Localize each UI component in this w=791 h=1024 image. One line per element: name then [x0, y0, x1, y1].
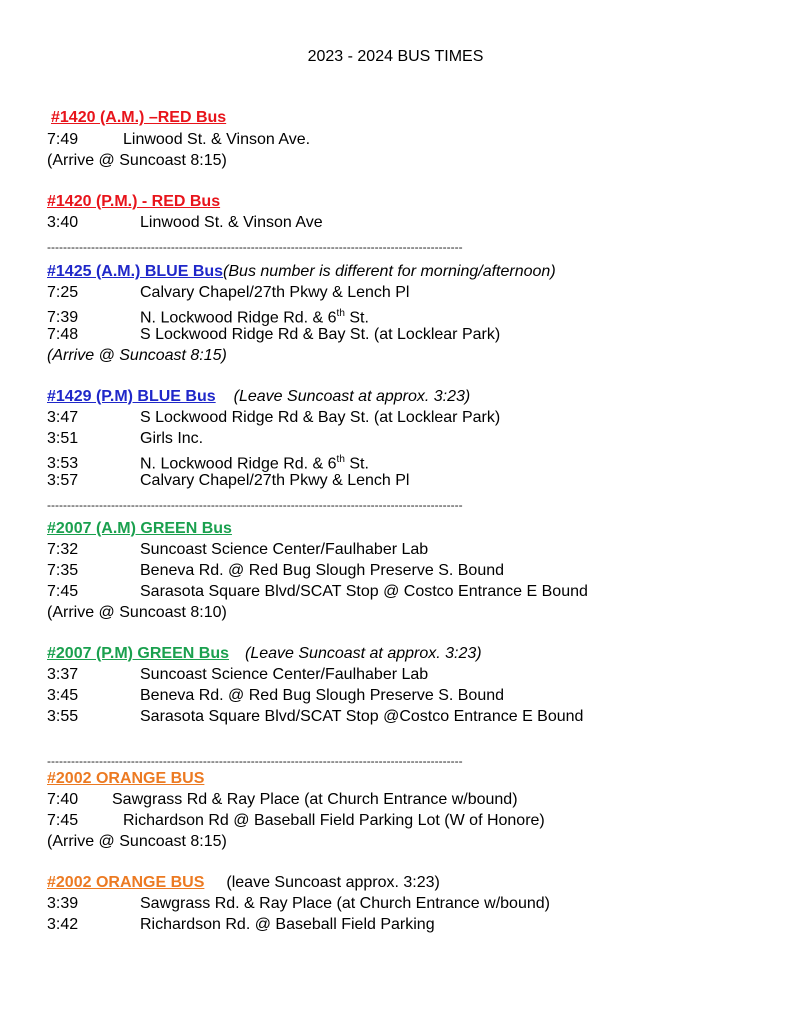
stop-place: Linwood St. & Vinson Ave [140, 214, 323, 231]
green-am-stop-2 [47, 561, 504, 581]
green-pm-note: (Leave Suncoast at approx. 3:23) [245, 645, 482, 662]
blue-am-arrive: (Arrive @ Suncoast 8:15) [47, 347, 227, 364]
stop-place: N. Lockwood Ridge Rd. & 6 [140, 309, 337, 327]
red-am-header [51, 108, 226, 128]
stop-place: S Lockwood Ridge Rd & Bay St. (at Locklear Park) [140, 326, 501, 343]
stop-place-end: St. [344, 309, 369, 327]
green-pm-stop-3 [47, 707, 583, 727]
green-am-header [47, 519, 232, 539]
stop-time: 7:25 [47, 284, 79, 301]
stop-time: 3:47 [47, 409, 79, 426]
stop-place: Suncoast Science Center/Faulhaber Lab [140, 541, 429, 558]
stop-place: Sarasota Square Blvd/SCAT Stop @ Costco Entrance E Bound [140, 583, 588, 600]
orange-am-stop-1 [47, 790, 518, 810]
green-pm-header-text: #2007 (P.M) GREEN Bus [47, 645, 229, 662]
stop-place: Calvary Chapel/27th Pkwy & Lench Pl [140, 472, 410, 489]
stop-place: Sawgrass Rd & Ray Place (at Church Entrance w/bound) [112, 791, 518, 808]
red-pm-header-text: #1420 (P.M.) - RED Bus [47, 193, 221, 210]
green-am-stop-3 [47, 582, 588, 602]
stop-time: 7:35 [47, 562, 79, 579]
orange-am-stop-2 [47, 811, 545, 831]
separator: -------------------------------------------------------------------------------------------------------- [47, 754, 463, 768]
green-am-header-text: #2007 (A.M) GREEN Bus [47, 520, 232, 537]
stop-place: Beneva Rd. @ Red Bug Slough Preserve S. Bound [140, 562, 505, 579]
stop-place: Girls Inc. [140, 430, 204, 447]
stop-place: S Lockwood Ridge Rd & Bay St. (at Locklear Park) [140, 409, 501, 426]
stop-place: Sarasota Square Blvd/SCAT Stop @Costco Entrance E Bound [140, 708, 584, 725]
stop-place: Suncoast Science Center/Faulhaber Lab [140, 666, 429, 683]
orange-pm-stop-2 [47, 915, 435, 935]
red-am-stop-1 [47, 130, 310, 150]
stop-time: 7:39 [47, 309, 79, 327]
stop-place: Linwood St. & Vinson Ave. [123, 131, 311, 148]
blue-am-header-text: #1425 (A.M.) BLUE Bus [47, 263, 224, 280]
stop-time: 7:45 [47, 583, 79, 600]
stop-time: 3:40 [47, 214, 79, 231]
stop-time: 7:40 [47, 791, 79, 808]
stop-place: Sawgrass Rd. & Ray Place (at Church Entrance w/bound) [140, 895, 550, 912]
stop-time: 3:55 [47, 708, 79, 725]
stop-time: 3:51 [47, 430, 79, 447]
blue-pm-header [47, 387, 470, 407]
stop-time: 7:49 [47, 131, 79, 148]
blue-am-stop-3 [47, 325, 500, 345]
stop-time: 3:42 [47, 916, 79, 933]
blue-pm-stop-4 [47, 471, 409, 491]
stop-place: Calvary Chapel/27th Pkwy & Lench Pl [140, 284, 410, 301]
red-pm-header [47, 192, 220, 212]
stop-time: 3:57 [47, 472, 79, 489]
stop-time: 7:48 [47, 326, 79, 343]
blue-am-note: (Bus number is different for morning/afternoon) [223, 263, 556, 280]
stop-place: N. Lockwood Ridge Rd. & 6 [140, 455, 337, 473]
stop-time: 7:45 [47, 812, 79, 829]
stop-place-suffix: th [336, 308, 345, 319]
blue-pm-note: (Leave Suncoast at approx. 3:23) [233, 388, 471, 405]
red-am-header-text: #1420 (A.M.) –RED Bus [51, 109, 227, 126]
stop-place-end: St. [344, 455, 369, 473]
stop-time: 3:53 [47, 455, 79, 473]
stop-time: 3:39 [47, 895, 79, 912]
stop-time: 7:32 [47, 541, 79, 558]
green-pm-header [47, 644, 482, 664]
stop-place: Richardson Rd @ Baseball Field Parking Lot (W of Honore) [123, 812, 545, 829]
stop-place: Richardson Rd. @ Baseball Field Parking [140, 916, 435, 933]
green-am-stop-1 [47, 540, 428, 560]
separator: -------------------------------------------------------------------------------------------------------- [47, 498, 463, 512]
orange-pm-note: (leave Suncoast approx. 3:23) [226, 874, 440, 891]
page-title: 2023 - 2024 BUS TIMES [307, 48, 484, 65]
red-am-arrive: (Arrive @ Suncoast 8:15) [47, 152, 227, 169]
green-pm-stop-1 [47, 665, 428, 685]
orange-am-header [47, 769, 204, 789]
orange-pm-stop-1 [47, 894, 550, 914]
blue-pm-header-text: #1429 (P.M) BLUE Bus [47, 388, 216, 405]
green-am-arrive: (Arrive @ Suncoast 8:10) [47, 604, 227, 621]
orange-am-arrive: (Arrive @ Suncoast 8:15) [47, 833, 227, 850]
blue-pm-stop-1 [47, 408, 500, 428]
blue-pm-stop-2 [47, 429, 203, 449]
red-pm-stop-1 [47, 213, 323, 233]
orange-pm-header [47, 873, 440, 893]
separator: -------------------------------------------------------------------------------------------------------- [47, 240, 463, 254]
orange-am-header-text: #2002 ORANGE BUS [47, 770, 205, 787]
blue-am-header [47, 262, 556, 282]
stop-time: 3:37 [47, 666, 79, 683]
blue-am-stop-1 [47, 283, 409, 303]
orange-pm-header-text: #2002 ORANGE BUS [47, 874, 205, 891]
green-pm-stop-2 [47, 686, 504, 706]
stop-time: 3:45 [47, 687, 79, 704]
stop-place: Beneva Rd. @ Red Bug Slough Preserve S. Bound [140, 687, 505, 704]
stop-place-suffix: th [336, 454, 345, 465]
